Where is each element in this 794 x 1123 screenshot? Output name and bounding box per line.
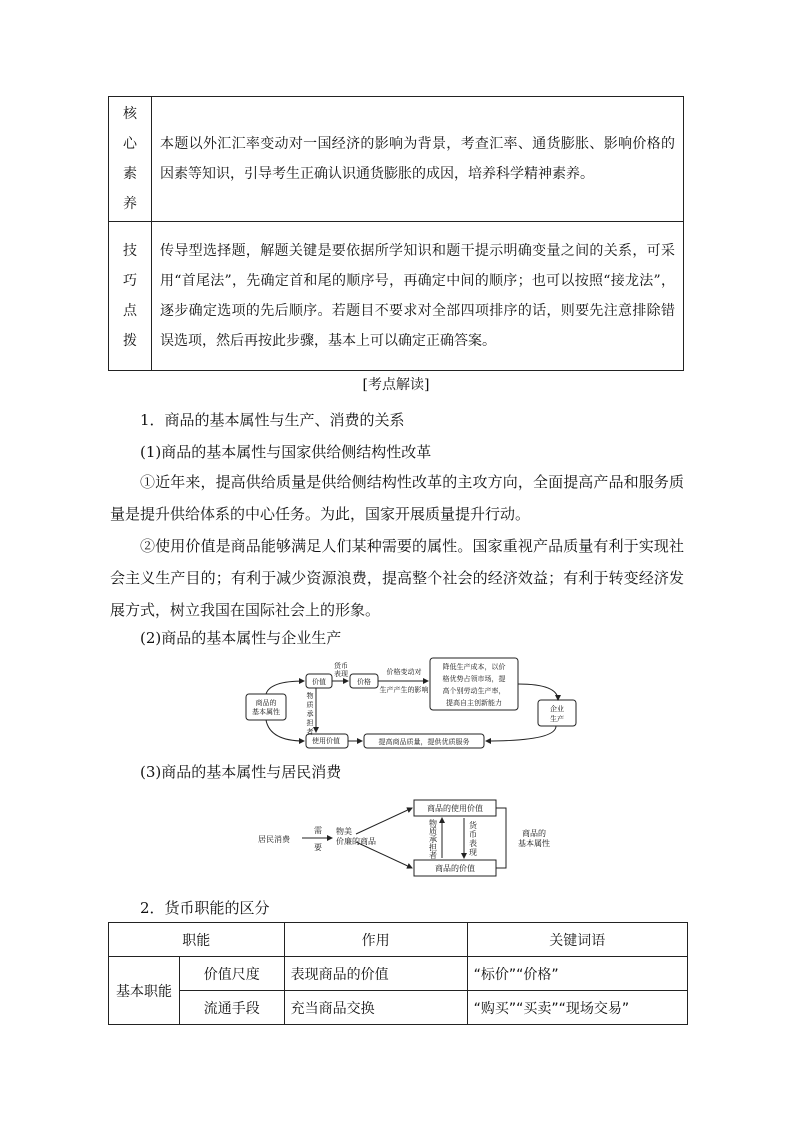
enterprise-production-diagram: [240, 656, 590, 750]
goods-line1: 物美: [336, 827, 352, 836]
tips-text: 传导型选择题，解题关键是要依据所学知识和题干提示明确变量之间的关系，可采用“首尾法”，先确定首和尾的顺序号，再确定中间的顺序；也可以按照“接龙法”，逐步确定选项的先后顺序。若题目不要求对全部四项排序的话，则要先注意排除错误选项，然后再按此步骤，基本上可以确定正确答案。: [152, 222, 684, 371]
money-char: 现: [469, 848, 477, 857]
heading-1: 1．商品的基本属性与生产、消费的关系: [140, 411, 405, 429]
label-char: 技: [123, 243, 137, 259]
money-char: 货: [469, 821, 477, 830]
enterprise-line2: 生产: [550, 715, 564, 723]
carrier-char: 者: [429, 851, 437, 860]
table-row: [109, 957, 688, 991]
table-row: [109, 991, 688, 1025]
money-char: 币: [469, 830, 477, 839]
price-effect-line1: 价格变动对: [386, 668, 422, 676]
measures-line2: 格优势占领市场，提: [442, 675, 506, 683]
carrier-char: 担: [306, 719, 314, 727]
basic-attr-line2: 基本属性: [252, 708, 280, 716]
header-cell: 职能: [109, 923, 285, 957]
function-keywords-cell: “标价”“价格”: [467, 957, 687, 991]
use-value-label: 使用价值: [312, 737, 340, 745]
core-literacy-row: [109, 97, 684, 222]
label-char: 巧: [123, 273, 137, 289]
analysis-table: [108, 96, 684, 371]
resident-consumption-diagram: [256, 796, 566, 880]
basic-attr-line2: 基本属性: [518, 839, 550, 848]
value-label: 商品的价值: [435, 864, 475, 873]
need-line1: 需: [314, 826, 322, 835]
heading-2: 2．货币职能的区分: [140, 899, 270, 917]
value-label: 价值: [312, 678, 326, 686]
basic-attr-line1: 商品的: [255, 699, 277, 707]
money-char: 表: [469, 839, 477, 848]
label-char: 养: [123, 196, 137, 212]
carrier-char: 承: [306, 710, 314, 718]
consume-label: 居民消费: [258, 835, 290, 844]
header-cell: 作用: [284, 923, 467, 957]
label-char: 素: [123, 166, 137, 182]
tips-row: [109, 222, 684, 371]
price-label: 价格: [357, 678, 371, 686]
subheading-3: (3)商品的基本属性与居民消费: [140, 763, 342, 781]
label-char: 心: [123, 136, 137, 152]
basic-attr-box: [246, 694, 286, 720]
function-keywords-cell: “购买”“买卖”“现场交易”: [467, 991, 687, 1025]
tips-label: [109, 222, 152, 371]
use-value-label: 商品的使用价值: [427, 804, 483, 813]
carrier-char: 物: [306, 692, 314, 700]
function-role-cell: 表现商品的价值: [284, 957, 467, 991]
paragraph-2: ②使用价值是商品能够满足人们某种需要的属性。国家重视产品质量有利于实现社会主义生产目的；有利于减少资源浪费，提高整个社会的经济效益；有利于转变经济发展方式，树立我国在国际社会上的形象。: [110, 537, 684, 619]
core-literacy-text: 本题以外汇汇率变动对一国经济的影响为背景，考查汇率、通货膨胀、影响价格的因素等知识，引导考生正确认识通货膨胀的成因，培养科学精神素养。: [152, 97, 684, 222]
carrier-char: 物: [429, 819, 437, 828]
need-line2: 要: [314, 843, 322, 852]
subheading-2: (2)商品的基本属性与企业生产: [140, 629, 342, 647]
money-line2: 表现: [334, 670, 348, 678]
subheading-1: (1)商品的基本属性与国家供给侧结构性改革: [140, 443, 432, 461]
carrier-char: 承: [429, 835, 437, 844]
label-char: 核: [123, 106, 137, 122]
group-cell: 基本职能: [109, 957, 180, 1025]
label-char: 拨: [123, 333, 137, 349]
money-function-table: [108, 922, 688, 1025]
paragraph-1: ①近年来，提高供给质量是供给侧结构性改革的主攻方向，全面提高产品和服务质量是提升供给体系的中心任务。为此，国家开展质量提升行动。: [110, 473, 684, 523]
measures-line3: 高个别劳动生产率，: [442, 687, 506, 695]
function-role-cell: 充当商品交换: [284, 991, 467, 1025]
core-literacy-label: [109, 97, 152, 222]
carrier-char: 质: [429, 827, 437, 836]
carrier-char: 者: [306, 728, 314, 736]
price-effect-line2: 生产产生的影响: [379, 686, 429, 694]
function-name-cell: 流通手段: [180, 991, 285, 1025]
basic-attr-line1: 商品的: [522, 829, 546, 838]
enterprise-line1: 企业: [550, 705, 564, 713]
table-header-row: [109, 923, 688, 957]
goods-line2: 价廉的商品: [336, 837, 376, 846]
section-title: [考点解读]: [362, 377, 430, 393]
label-char: 点: [123, 303, 137, 319]
function-name-cell: 价值尺度: [180, 957, 285, 991]
carrier-char: 质: [306, 701, 314, 709]
carrier-char: 担: [429, 843, 437, 852]
money-line1: 货币: [334, 662, 348, 670]
measures-line4: 提高自主创新能力: [446, 699, 502, 707]
header-cell: 关键词语: [467, 923, 687, 957]
quality-label: 提高商品质量，提供优质服务: [378, 738, 470, 746]
measures-line1: 降低生产成本，以价: [442, 663, 506, 671]
